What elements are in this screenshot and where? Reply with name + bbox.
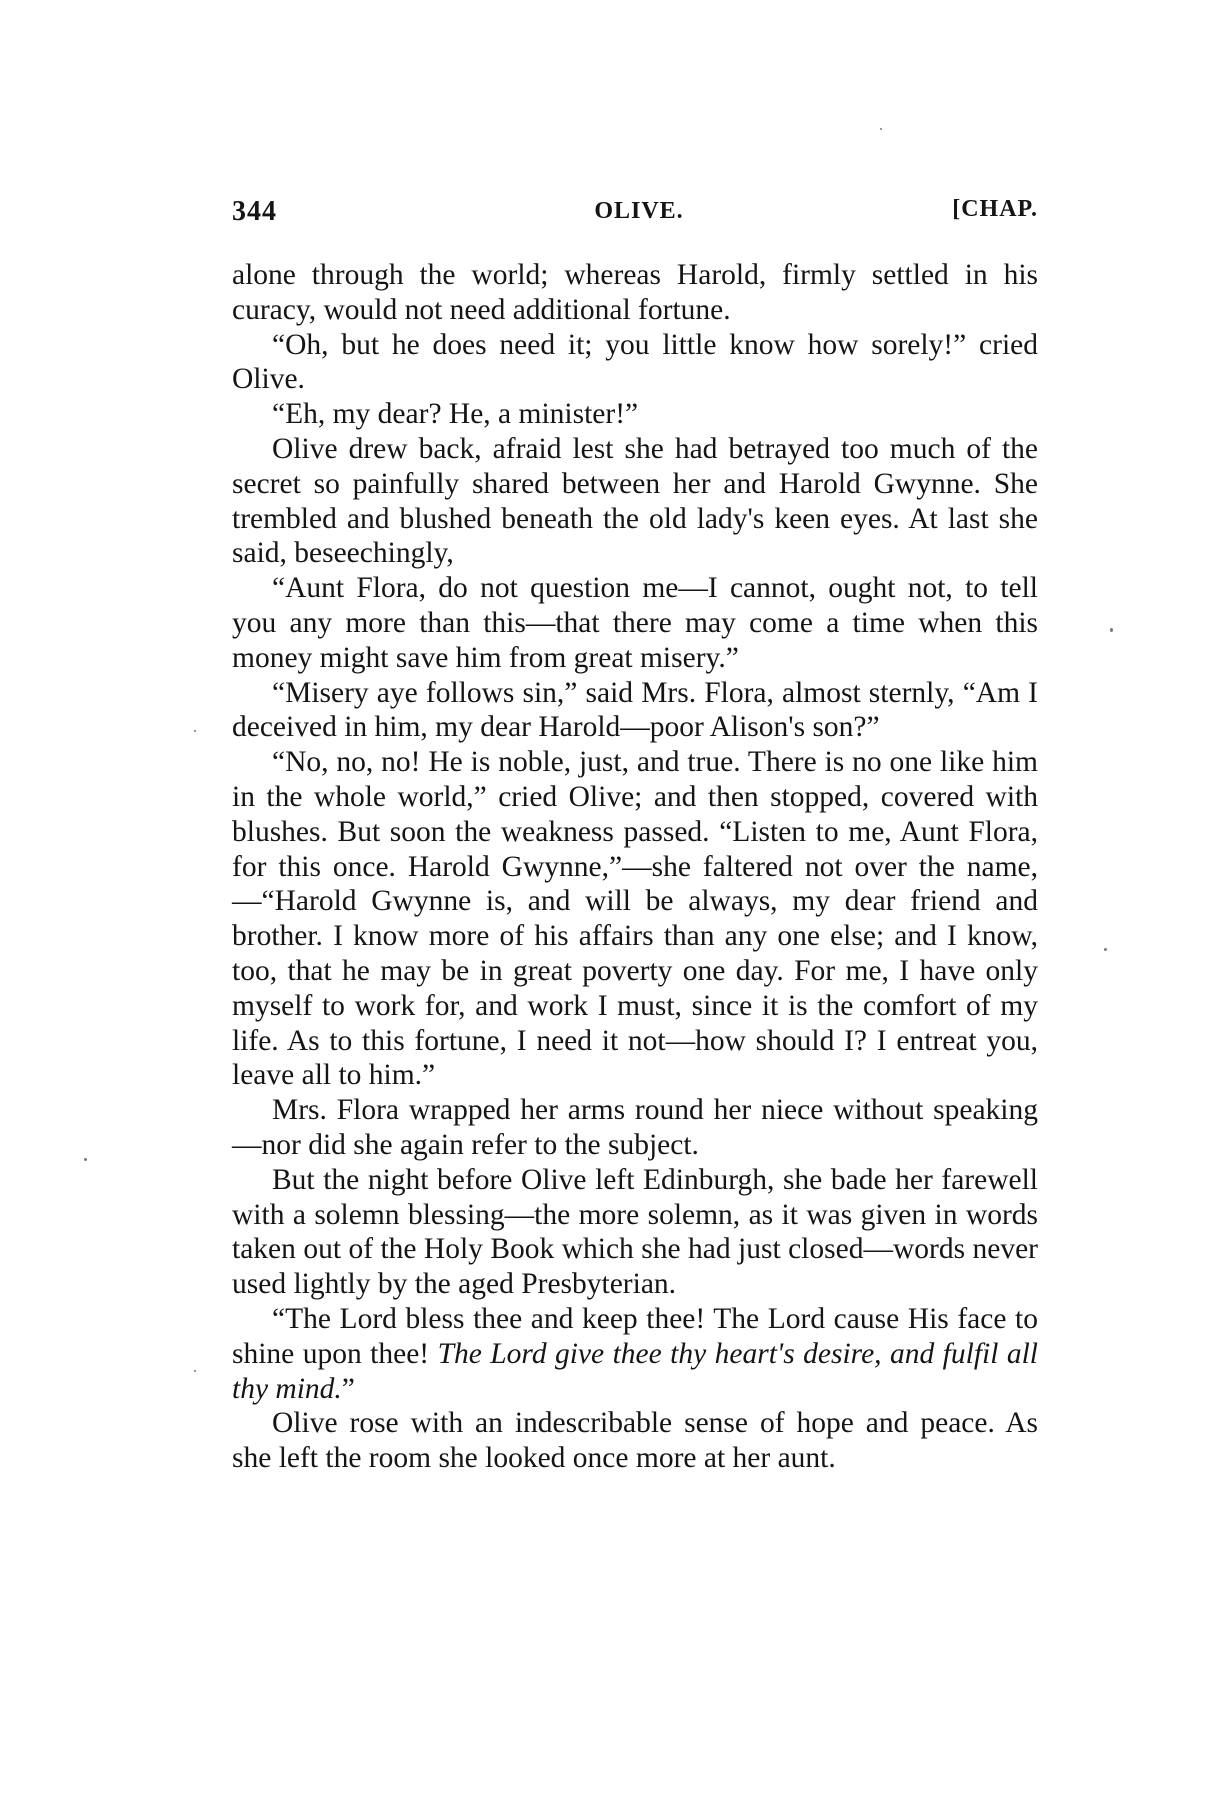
paragraph: “Misery aye follows sin,” said Mrs. Flora, almost sternly, “Am I deceived in him, my dear Harold—poor Alison's son?” [232,676,1038,744]
blessing-italic-text: The Lord give thee thy heart's desire, and fulfil all thy mind. [232,1337,1039,1405]
scan-speck [1104,948,1107,951]
paragraph: Olive rose with an indescribable sense of hope and peace. As she left the room she looked once more at her aunt. [232,1407,1038,1475]
paragraph-continuation: alone through the world; whereas Harold, firmly settled in his curacy, would not need additional fortune. [232,259,1038,326]
blessing-text: “The Lord bless thee and keep thee! The Lord cause His face to shine upon thee! [232,1302,1038,1370]
chapter-marker: [CHAP. [952,196,1038,222]
scan-speck [84,1158,87,1161]
paragraph: “No, no, no! He is noble, just, and true. There is no one like him in the whole world,” cried Olive; and then stopped, covered with blushes. But soon the weakness passed. “Listen to me, Aunt Flora, for this once. Harold Gwynne,”—she faltered not over the name,—“Harold Gwynne is, and will be always, my dear friend and brother. I know more of his affairs than any one else; and I know, too, that he may be in great poverty one day. For me, I have only myself to work for, and work I must, since it is the comfort of my life. As to this fortune, I need it not—how should I? I entreat you, leave all to him.” [232,746,1038,1092]
blessing-paragraph [232,1302,1038,1406]
running-title: OLIVE. [594,198,684,224]
running-header [232,196,1038,236]
scan-speck [880,128,882,130]
paragraph: Mrs. Flora wrapped her arms round her niece without speaking—nor did she again refer to the subject. [232,1094,1038,1161]
paragraph: “Aunt Flora, do not question me—I cannot, ought not, to tell you any more than this—that there may come a time when this money might save him from great misery.” [232,572,1038,674]
paragraph: Olive drew back, afraid lest she had betrayed too much of the secret so painfully shared between her and Harold Gwynne. She trembled and blushed beneath the old lady's keen eyes. At last she said, beseechingly, [232,432,1038,570]
scan-speck [194,730,196,732]
blessing-closing-quote: ” [341,1372,355,1405]
paragraph: “Oh, but he does need it; you little know how sorely!” cried Olive. [232,328,1038,396]
body-text [232,258,1038,1476]
scan-speck [194,1370,196,1372]
scan-speck [1110,628,1113,632]
paragraph: “Eh, my dear? He, a minister!” [272,398,639,431]
paragraph: But the night before Olive left Edinburgh, she bade her farewell with a solemn blessing—the more solemn, as it was given in words taken out of the Holy Book which she had just closed—words never used lightly by the aged Presbyterian. [232,1163,1038,1301]
page-number: 344 [232,196,277,227]
